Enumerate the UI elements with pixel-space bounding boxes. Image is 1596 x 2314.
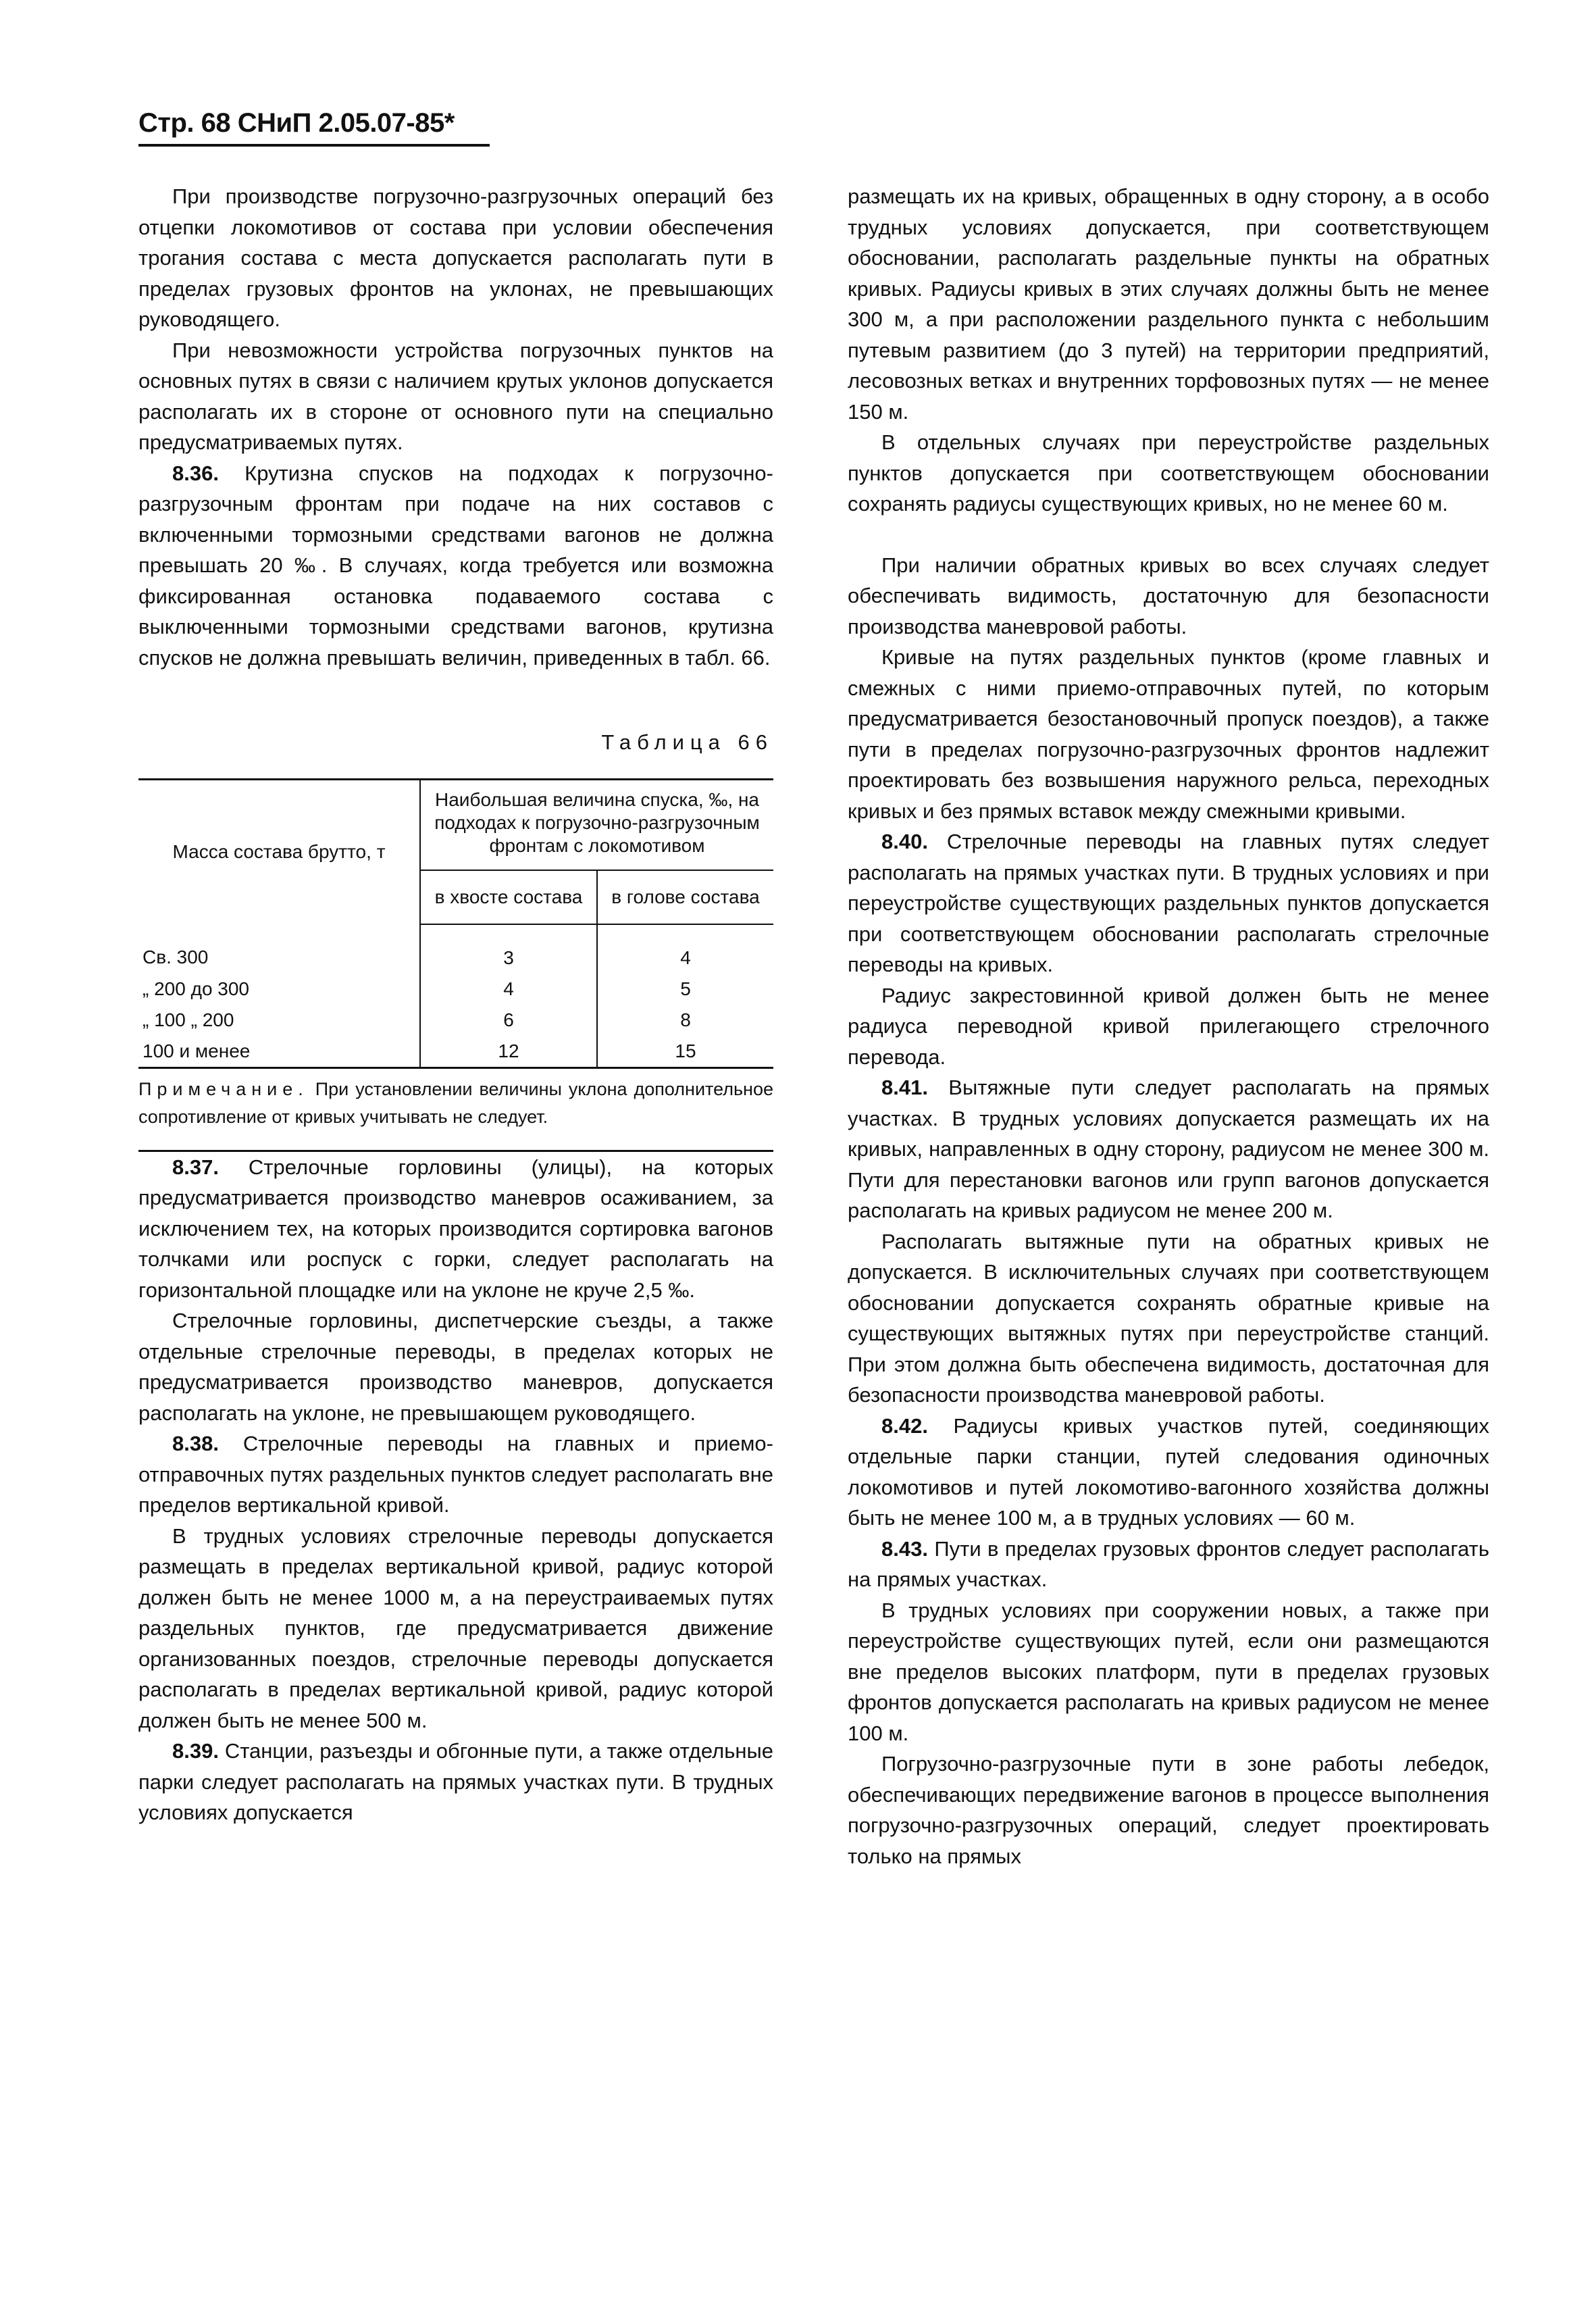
clause-text: Радиусы кривых участков путей, соединяющих отдельные парки станции, путей следования одиночных локомотивов и путей локомотиво-вагонного хозяйства должны быть не менее 100 м, а в трудных условиях — 60 м. (848, 1413, 1489, 1530)
clause-text: Стрелочные переводы на главных путях следует располагать на прямых участках пути. В трудных условиях и при переустройстве существующих раздельных пунктов допускается при соответствующем обосновании располагать стрелочные переводы на кривых. (848, 830, 1489, 976)
clause-8-42 (848, 1411, 1489, 1534)
cell-mass: „ 200 до 300 (138, 974, 420, 1005)
clause-number: 8.41. (881, 1076, 928, 1099)
cell-mass: Св. 300 (138, 924, 420, 974)
clause-8-37 (138, 1152, 773, 1306)
paragraph: В трудных условиях при сооружении новых, а также при переустройстве существующих путей, если они размещаются вне пределов высоких платформ, пути в пределах грузовых фронтов допускается располагать на кривых радиусом не менее 100 м. (848, 1598, 1489, 1745)
cell-mass: „ 100 „ 200 (138, 1005, 420, 1036)
clause-8-38 (138, 1428, 773, 1521)
column-header-mass: Масса состава брутто, т (138, 779, 420, 924)
page-header: Стр. 68 СНиП 2.05.07-85* (138, 108, 490, 147)
cell-tail: 4 (420, 974, 597, 1005)
paragraph: В трудных условиях стрелочные переводы допускается размещать в пределах вертикальной кривой, радиус которой должен быть не менее 1000 м, а на переустраиваемых путях раздельных пунктов, где предусматривается движение организованных поездов, стрелочные переводы допускается располагать в пределах вертикальной кривой, радиус которой должен быть не менее 500 м. (138, 1524, 773, 1732)
paragraph: Располагать вытяжные пути на обратных кривых не допускается. В исключительных случаях при соответствующем обосновании допускается сохранять обратные кривые на существующих вытяжных путях при переустройстве станций. При этом должна быть обеспечена видимость, достаточная для безопасности производства маневровой работы. (848, 1229, 1489, 1407)
column-header-max-slope: Наибольшая величина спуска, ‰, на подходах к погрузочно-разгрузочным фронтам с локомотивом (420, 779, 773, 870)
clause-text: Станции, разъезды и обгонные пути, а также отдельные парки следует располагать на прямых участках пути. В трудных условиях допускается (138, 1739, 773, 1824)
table-row (138, 1005, 773, 1036)
clause-number: 8.40. (881, 830, 928, 853)
paragraph: Радиус закрестовинной кривой должен быть не менее радиуса переводной кривой прилегающего стрелочного перевода. (848, 983, 1489, 1069)
table-row (138, 1036, 773, 1068)
clause-number: 8.37. (172, 1155, 219, 1179)
cell-tail: 3 (420, 924, 597, 974)
table-note (138, 1076, 773, 1152)
clause-number: 8.39. (172, 1739, 219, 1763)
table-row (138, 924, 773, 974)
clause-text: Пути в пределах грузовых фронтов следует располагать на прямых участках. (848, 1536, 1489, 1591)
paragraph: Погрузочно-разгрузочные пути в зоне работы лебедок, обеспечивающих передвижение вагонов в процессе выполнения погрузочно-разгрузочных операций, следует проектировать только на прямых (848, 1752, 1489, 1868)
paragraph: При невозможности устройства погрузочных пунктов на основных путях в связи с наличием крутых уклонов допускается располагать их в стороне от основного пути на специально предусматриваемых путях. (138, 338, 773, 454)
cell-head: 4 (680, 947, 691, 968)
clause-text: Вытяжные пути следует располагать на прямых участках. В трудных условиях допускается размещать их на кривых, направленных в одну сторону, радиусом не менее 300 м. Пути для перестановки вагонов или групп вагонов допускается располагать на кривых радиусом не менее 200 м. (848, 1076, 1489, 1222)
column-header-tail: в хвосте состава (420, 870, 597, 924)
clause-8-43 (848, 1534, 1489, 1595)
note-text: При установлении величины уклона дополнительное сопротивление от кривых учитывать не следует. (138, 1078, 773, 1127)
clause-text: Стрелочные горловины (улицы), на которых предусматривается производство маневров осаживанием, за исключением тех, на которых производится сортировка вагонов толчками или роспуск с горки, следует располагать на горизонтальной площадке или на уклоне не круче 2,5 ‰. (138, 1155, 773, 1302)
paragraph-continued: размещать их на кривых, обращенных в одну сторону, а в особо трудных условиях допускается, при соответствующем обосновании, располагать раздельные пункты на обратных кривых. Радиусы кривых в этих случаях должны быть не менее 300 м, а при расположении раздельного пункта с небольшим путевым развитием (до 3 путей) на территории предприятий, лесовозных ветках и внутренних торфовозных путях — не менее 150 м. (848, 184, 1489, 424)
clause-text: Крутизна спусков на подходах к погрузочно-разгрузочным фронтам при подаче на них составов с включенными тормозными средствами вагонов не должна превышать 20 ‰. В случаях, когда требуется или возможна фиксированная остановка подаваемого состава с выключенными тормозными средствами вагонов, крутизна спусков не должна превышать величин, приведенных в табл. 66. (138, 461, 773, 670)
cell-tail: 6 (420, 1005, 597, 1036)
cell-tail: 12 (420, 1036, 597, 1068)
note-label: Примечание. (138, 1078, 309, 1099)
column-header-head: в голове состава (597, 870, 773, 924)
table-row (138, 974, 773, 1005)
paragraph: При производстве погрузочно-разгрузочных операций без отцепки локомотивов от состава при условии обеспечения трогания состава с места допускается располагать пути в пределах грузовых фронтов на уклонах, не превышающих руководящего. (138, 184, 773, 331)
paragraph: Стрелочные горловины, диспетчерские съезды, а также отдельные стрелочные переводы, в пределах которых не предусматривается производство маневров, допускается располагать на уклоне, не превышающем руководящего. (138, 1309, 773, 1425)
clause-text: Стрелочные переводы на главных и приемо-отправочных путях раздельных пунктов следует располагать вне пределов вертикальной кривой. (138, 1432, 773, 1517)
cell-head: 5 (680, 978, 691, 999)
left-column (138, 181, 773, 1828)
clause-8-40 (848, 826, 1489, 980)
paragraph: Кривые на путях раздельных пунктов (кроме главных и смежных с ними приемо-отправочных путей, по которым предусматривается безостановочный пропуск поездов), а также пути в пределах погрузочно-разгрузочных фронтов надлежит проектировать без возвышения наружного рельса, переходных кривых и без прямых вставок между смежными кривыми. (848, 645, 1489, 823)
clause-number: 8.38. (172, 1432, 219, 1455)
table-66 (138, 778, 773, 1069)
right-column (848, 181, 1489, 1871)
clause-number: 8.42. (881, 1413, 928, 1438)
paragraph: В отдельных случаях при переустройстве раздельных пунктов допускается при соответствующем обосновании сохранять радиусы существующих кривых, но не менее 60 м. (848, 430, 1489, 515)
clause-number: 8.43. (881, 1536, 928, 1561)
table-caption: Таблица 66 (601, 730, 773, 754)
clause-8-39 (138, 1736, 773, 1828)
clause-number: 8.36. (172, 461, 219, 485)
cell-head: 8 (680, 1009, 691, 1030)
clause-8-36 (138, 458, 773, 674)
paragraph: При наличии обратных кривых во всех случаях следует обеспечивать видимость, достаточную для безопасности производства маневровой работы. (848, 553, 1489, 638)
cell-head: 15 (675, 1040, 696, 1061)
clause-8-41 (848, 1072, 1489, 1226)
cell-mass: 100 и менее (138, 1036, 420, 1068)
